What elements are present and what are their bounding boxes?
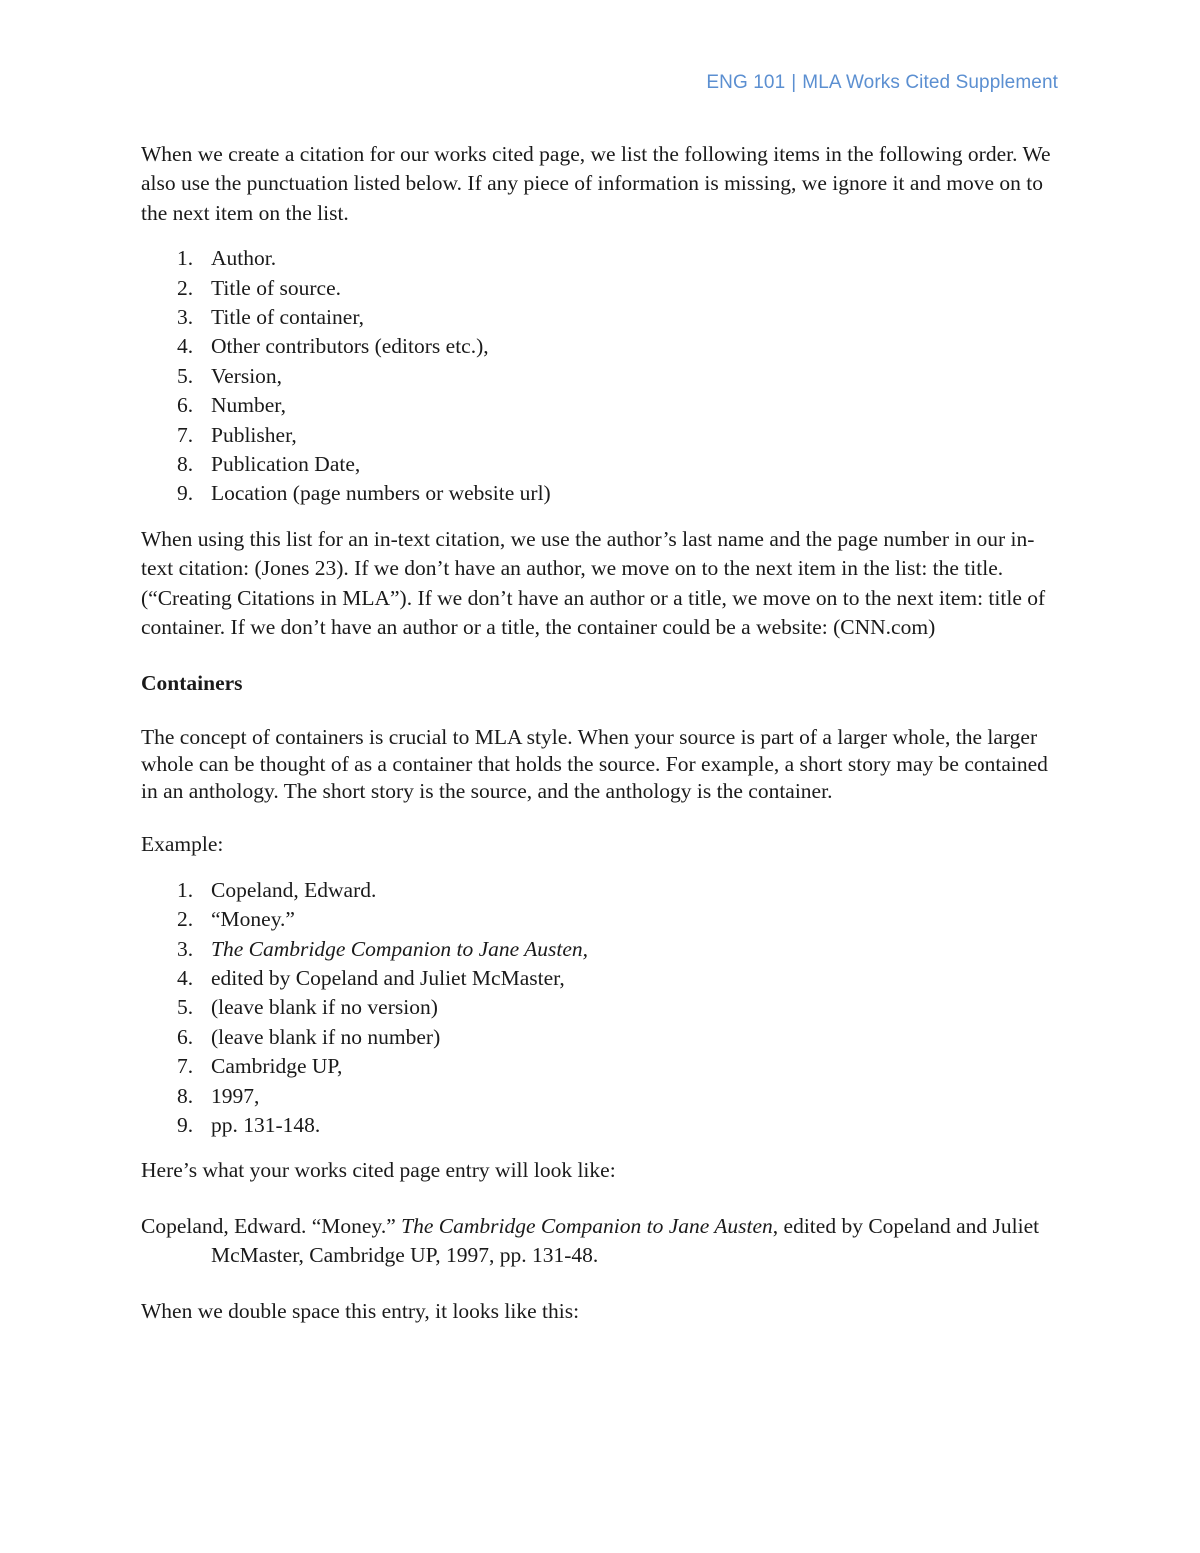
list-item	[141, 303, 1066, 332]
list-text: Version,	[211, 363, 283, 388]
list-number: 5.	[177, 995, 194, 1020]
list-text: (leave blank if no number)	[211, 1024, 441, 1049]
list-text: 1997,	[211, 1083, 260, 1108]
list-number: 3.	[177, 305, 194, 330]
list-item	[141, 479, 1066, 508]
list-text: Publisher,	[211, 422, 297, 447]
list-item	[141, 876, 1066, 905]
list-text: “Money.”	[211, 907, 295, 932]
list-number: 4.	[177, 965, 194, 990]
list-number: 2.	[177, 275, 194, 300]
list-number: 3.	[177, 936, 194, 961]
list-item	[141, 274, 1066, 303]
list-text: Copeland, Edward.	[211, 877, 377, 902]
list-number: 9.	[177, 1112, 194, 1137]
list-item	[141, 905, 1066, 934]
citation-order-list	[141, 244, 1066, 509]
list-item	[141, 332, 1066, 361]
list-item	[141, 1111, 1066, 1140]
header-course: ENG 101	[706, 72, 786, 93]
intro-paragraph: When we create a citation for our works cited page, we list the following items in the following order. We also use the punctuation listed below. If any piece of information is missing, we ignore it and move on to the next item on the list.	[141, 142, 1051, 225]
works-cited-intro: Here’s what your works cited page entry will look like:	[141, 1158, 616, 1183]
list-item	[141, 993, 1066, 1022]
list-text: Location (page numbers or website url)	[211, 481, 551, 506]
double-space-intro: When we double space this entry, it looks like this:	[141, 1298, 580, 1323]
containers-paragraph: The concept of containers is crucial to MLA style. When your source is part of a larger whole, the larger whole can be thought of as a container that holds the source. For example, a short story may be contained in an anthology. The short story is the source, and the anthology is the container.	[141, 724, 1048, 803]
list-number: 6.	[177, 393, 194, 418]
list-number: 5.	[177, 363, 194, 388]
list-text: edited by Copeland and Juliet McMaster,	[211, 965, 565, 990]
list-number: 8.	[177, 1083, 194, 1108]
list-text: pp. 131-148.	[211, 1112, 321, 1137]
header-title: MLA Works Cited Supplement	[802, 72, 1058, 93]
list-text: (leave blank if no version)	[211, 995, 438, 1020]
citation-container-title: The Cambridge Companion to Jane Austen	[401, 1213, 773, 1238]
list-item	[141, 450, 1066, 479]
list-number: 1.	[177, 877, 194, 902]
list-item	[141, 362, 1066, 391]
list-item	[141, 391, 1066, 420]
citation-author-title: Copeland, Edward. “Money.”	[141, 1213, 402, 1238]
list-number: 7.	[177, 422, 194, 447]
list-item	[141, 1052, 1066, 1081]
list-text: The Cambridge Companion to Jane Austen,	[211, 936, 589, 961]
list-number: 1.	[177, 246, 194, 271]
list-text: Publication Date,	[211, 452, 361, 477]
list-item	[141, 964, 1066, 993]
header-separator: |	[791, 72, 797, 93]
list-text: Number,	[211, 393, 286, 418]
list-number: 9.	[177, 481, 194, 506]
list-number: 6.	[177, 1024, 194, 1049]
list-item	[141, 244, 1066, 273]
example-list	[141, 876, 1066, 1141]
list-number: 7.	[177, 1054, 194, 1079]
intext-citation-paragraph: When using this list for an in-text citation, we use the author’s last name and the page number in our in-text citation: (Jones 23). If we don’t have an author, we move on to the next item in the list: the title. (“Creating Citations in MLA”). If we don’t have an author or a title, we move on to the next item: title of container. If we don’t have an author or a title, the container could be a website: (CNN.com)	[141, 526, 1046, 640]
list-item	[141, 1023, 1066, 1052]
list-item	[141, 935, 1066, 964]
page-header	[706, 72, 1058, 94]
list-text: Title of source.	[211, 275, 341, 300]
list-item	[141, 1082, 1066, 1111]
list-text: Other contributors (editors etc.),	[211, 334, 489, 359]
document-body	[141, 140, 1066, 1326]
works-cited-entry	[141, 1212, 1066, 1271]
list-text: Title of container,	[211, 305, 364, 330]
list-number: 4.	[177, 334, 194, 359]
list-text: Author.	[211, 246, 277, 271]
citation-rest: , edited by Copeland and Juliet McMaster, Cambridge UP, 1997, pp. 131-48.	[211, 1213, 1040, 1268]
list-number: 2.	[177, 907, 194, 932]
containers-heading: Containers	[141, 670, 243, 695]
list-item	[141, 421, 1066, 450]
example-label: Example:	[141, 832, 224, 857]
list-text: Cambridge UP,	[211, 1054, 343, 1079]
list-number: 8.	[177, 452, 194, 477]
